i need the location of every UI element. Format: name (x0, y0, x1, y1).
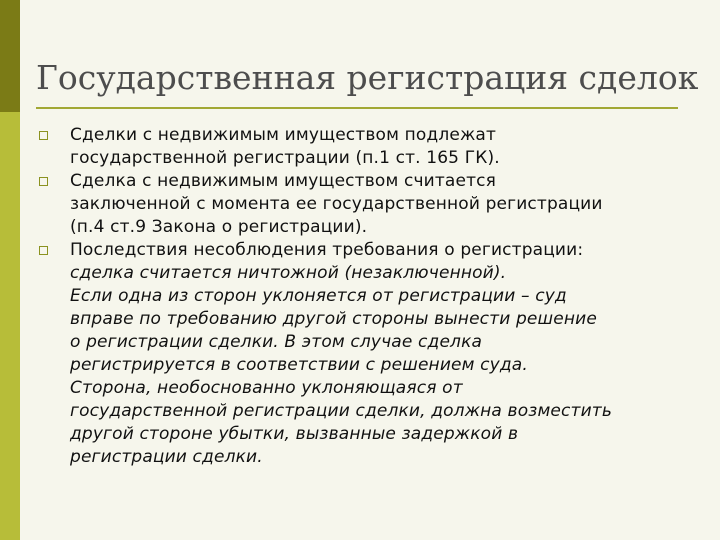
bullet-item-3 (36, 239, 679, 469)
italic-text-line: сделка считается ничтожной (незаключенной). (70, 263, 507, 283)
accent-strip-light (0, 112, 20, 540)
square-bullet-icon (39, 131, 48, 140)
bullet-item-2 (36, 170, 679, 239)
square-bullet-icon (39, 177, 48, 186)
square-bullet-icon (39, 246, 48, 255)
italic-text-line: другой стороне убытки, вызванные задержкой в (70, 424, 519, 444)
bullet-text-line: (п.4 ст.9 Закона о регистрации). (70, 217, 368, 237)
bullet-text-line: Последствия несоблюдения требования о регистрации: (70, 240, 584, 260)
italic-text-line: вправе по требованию другой стороны вынести решение (70, 309, 597, 329)
bullet-item-1 (36, 124, 679, 170)
italic-text-line: регистрации сделки. (70, 447, 263, 467)
title-divider (36, 107, 678, 109)
italic-text-line: государственной регистрации сделки, должна возместить (70, 401, 613, 421)
bullet-text-line: государственной регистрации (п.1 ст. 165 ГК). (70, 148, 500, 168)
italic-text-line: регистрируется в соответствии с решением суда. (70, 355, 528, 375)
bullet-text-line: заключенной с момента ее государственной регистрации (70, 194, 603, 214)
bullet-text-line: Сделка с недвижимым имуществом считается (70, 171, 497, 191)
bullet-text-line: Сделки с недвижимым имуществом подлежат (70, 125, 497, 145)
slide-body (36, 124, 679, 469)
italic-text-line: Сторона, необоснованно уклоняющаяся от (70, 378, 463, 398)
slide-title: Государственная регистрация сделок (36, 58, 699, 97)
italic-text-line: Если одна из сторон уклоняется от регистрации – суд (70, 286, 567, 306)
accent-strip-dark (0, 0, 20, 112)
italic-text-line: о регистрации сделки. В этом случае сделка (70, 332, 483, 352)
